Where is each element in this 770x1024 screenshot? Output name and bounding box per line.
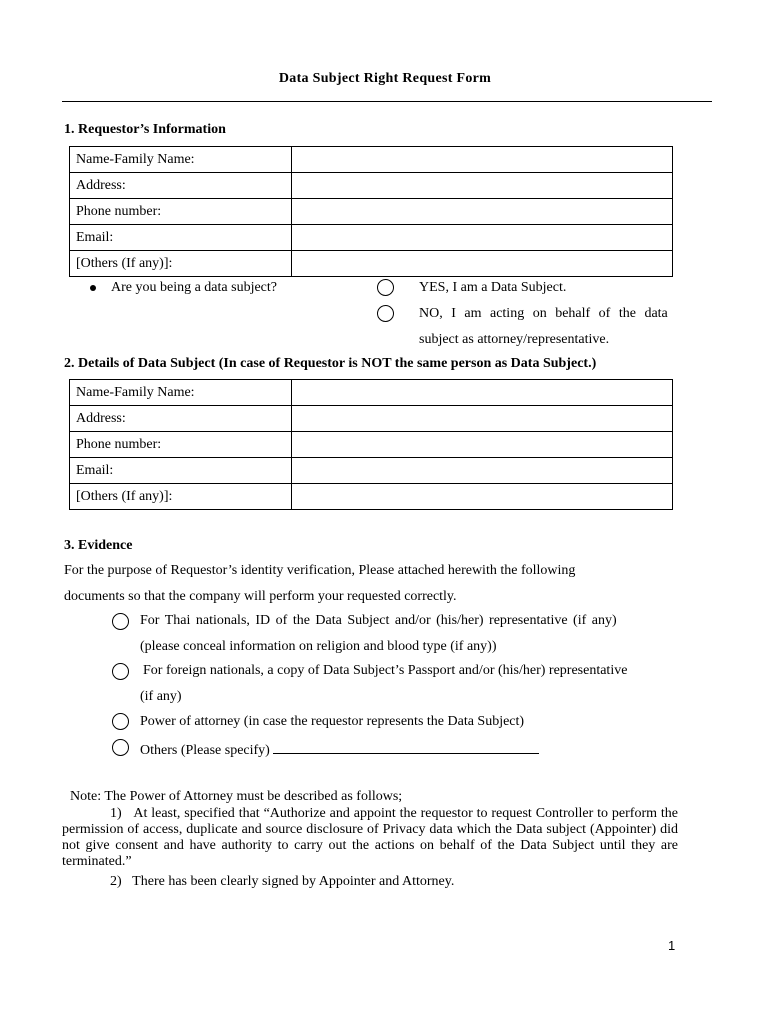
power-of-attorney-radio[interactable] (112, 713, 129, 730)
subject-phone-field[interactable] (292, 432, 673, 458)
requestor-info-table (69, 146, 673, 277)
note-item-1 (62, 806, 678, 870)
note-item-2 (110, 874, 454, 890)
evidence-intro-cont: documents so that the company will perform your requested correctly. (64, 589, 457, 604)
yes-data-subject-radio[interactable] (377, 279, 394, 296)
data-subject-question: Are you being a data subject? (111, 280, 277, 295)
requestor-address-label: Address: (70, 173, 292, 199)
title-divider (62, 101, 712, 102)
subject-email-label: Email: (70, 458, 292, 484)
thai-nationals-label-cont: (please conceal information on religion and blood type (if any)) (140, 639, 497, 654)
requestor-others-field[interactable] (292, 251, 673, 277)
yes-data-subject-label: YES, I am a Data Subject. (419, 280, 567, 295)
others-row (140, 739, 539, 759)
table-row (70, 173, 673, 199)
table-row (70, 225, 673, 251)
subject-address-field[interactable] (292, 406, 673, 432)
others-radio[interactable] (112, 739, 129, 756)
no-data-subject-radio[interactable] (377, 305, 394, 322)
section1-heading: 1. Requestor’s Information (64, 122, 226, 137)
note-item-1-number: 1) (110, 806, 122, 821)
thai-nationals-label: For Thai nationals, ID of the Data Subject and/or (his/her) representative (if any) (140, 613, 617, 628)
thai-nationals-radio[interactable] (112, 613, 129, 630)
table-row (70, 147, 673, 173)
table-row (70, 251, 673, 277)
foreign-nationals-label-cont: (if any) (140, 689, 182, 704)
others-label: Others (Please specify) (140, 743, 270, 758)
note-item-2-text: There has been clearly signed by Appointer and Attorney. (132, 874, 455, 889)
table-row (70, 406, 673, 432)
data-subject-info-table (69, 379, 673, 510)
table-row (70, 484, 673, 510)
requestor-others-label: [Others (If any)]: (70, 251, 292, 277)
table-row (70, 199, 673, 225)
evidence-intro: For the purpose of Requestor’s identity verification, Please attached herewith the following (64, 563, 576, 578)
foreign-nationals-label: For foreign nationals, a copy of Data Subject’s Passport and/or (his/her) representative (143, 663, 628, 678)
subject-others-field[interactable] (292, 484, 673, 510)
subject-address-label: Address: (70, 406, 292, 432)
subject-email-field[interactable] (292, 458, 673, 484)
requestor-email-field[interactable] (292, 225, 673, 251)
bullet-icon (90, 285, 96, 291)
requestor-phone-label: Phone number: (70, 199, 292, 225)
no-data-subject-label-cont: subject as attorney/representative. (419, 332, 610, 347)
requestor-email-label: Email: (70, 225, 292, 251)
subject-phone-label: Phone number: (70, 432, 292, 458)
no-data-subject-label: NO, I am acting on behalf of the data (419, 306, 668, 321)
section2-heading: 2. Details of Data Subject (In case of Requestor is NOT the same person as Data Subject.) (64, 356, 597, 371)
requestor-phone-field[interactable] (292, 199, 673, 225)
subject-name-field[interactable] (292, 380, 673, 406)
form-title: Data Subject Right Request Form (278, 71, 492, 86)
note-heading: Note: The Power of Attorney must be described as follows; (70, 789, 403, 804)
power-of-attorney-label: Power of attorney (in case the requestor represents the Data Subject) (140, 714, 525, 729)
table-row (70, 380, 673, 406)
requestor-name-field[interactable] (292, 147, 673, 173)
section3-heading: 3. Evidence (64, 538, 133, 553)
note-item-1-text: At least, specified that “Authorize and appoint the requestor to request Controller to perform the permission of access, duplicate and source disclosure of Privacy data which the Data subject (Appointer) did not give consent and have authority to carry out the actions on behalf of the Data Subject until they are terminated.” (62, 806, 679, 869)
subject-name-label: Name-Family Name: (70, 380, 292, 406)
table-row (70, 458, 673, 484)
requestor-address-field[interactable] (292, 173, 673, 199)
requestor-name-label: Name-Family Name: (70, 147, 292, 173)
foreign-nationals-radio[interactable] (112, 663, 129, 680)
subject-others-label: [Others (If any)]: (70, 484, 292, 510)
page-number: 1 (668, 938, 676, 953)
table-row (70, 432, 673, 458)
note-item-2-number: 2) (110, 874, 122, 889)
others-specify-line[interactable] (273, 739, 539, 754)
